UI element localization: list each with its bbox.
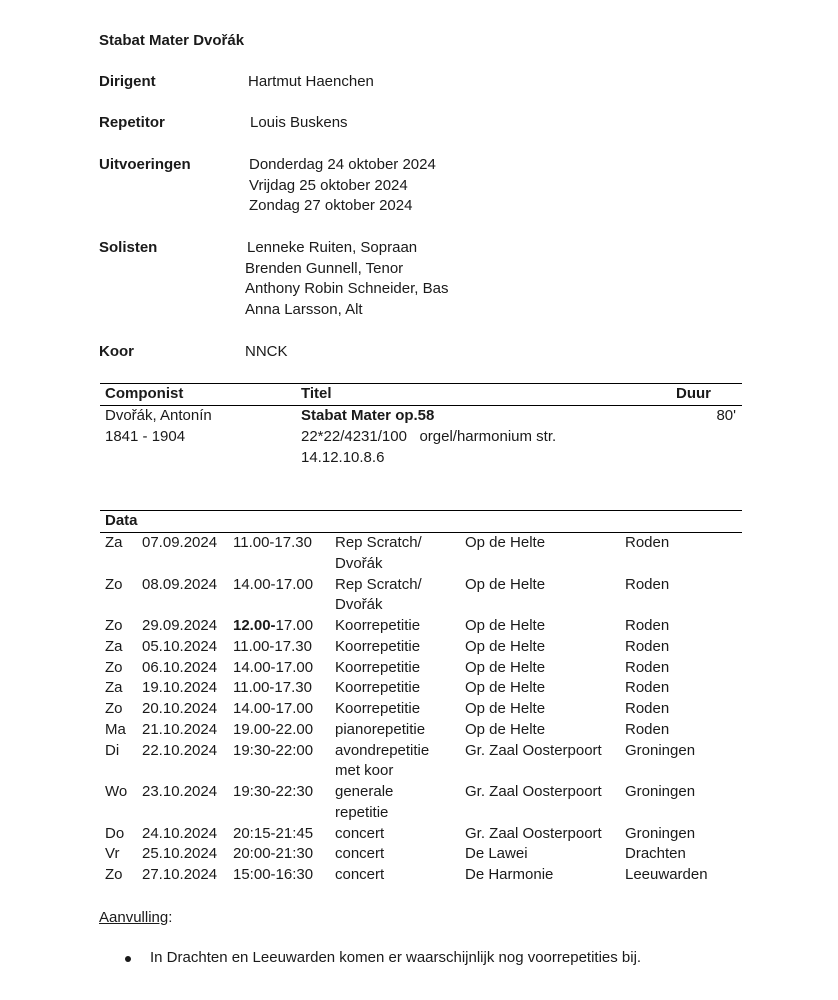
schedule-row [0, 782, 838, 821]
value-dirigent: Hartmut Haenchen [248, 73, 374, 90]
row-day: Za [105, 679, 123, 697]
work-scoring: 22*22/4231/100 orgel/harmonium str. [301, 428, 557, 445]
row-time [233, 533, 312, 554]
row-time-range: 20:15-21:45 [233, 824, 314, 842]
row-activity-line: met koor [335, 762, 394, 780]
row-day: Zo [105, 866, 123, 883]
value-koor: NNCK [245, 343, 288, 360]
row-date: 29.09.2024 [142, 617, 218, 634]
schedule-row [0, 741, 838, 780]
row-date: 22.10.2024 [142, 741, 218, 759]
row-city: Roden [625, 617, 670, 634]
row-time [233, 824, 313, 845]
row-day: Ma [105, 720, 126, 738]
row-activity-line: concert [335, 824, 385, 842]
row-activity-line: Koorrepetitie [335, 617, 421, 634]
row-time [233, 844, 313, 865]
row-venue: De Lawei [465, 845, 528, 863]
schedule-row [0, 678, 838, 699]
row-activity-line: Dvořák [335, 596, 383, 614]
row-date: 20.10.2024 [142, 700, 218, 717]
row-venue: Op de Helte [465, 679, 546, 697]
row-time-range: 11.00-17.30 [233, 679, 312, 697]
row-city: Leeuwarden [625, 866, 708, 883]
row-date: 08.09.2024 [142, 575, 218, 593]
repertoire-table-top-rule [100, 383, 742, 384]
schedule-row [0, 844, 838, 865]
header-composer: Componist [105, 385, 184, 402]
row-time-range: 17.00 [275, 617, 314, 634]
row-time-range: 14.00-17.00 [233, 700, 314, 717]
row-city: Roden [625, 534, 670, 551]
row-time [233, 865, 313, 886]
row-time [233, 741, 313, 762]
label-dirigent: Dirigent [99, 73, 156, 90]
row-time [233, 575, 313, 596]
row-city: Groningen [625, 783, 696, 800]
row-activity-line: Koorrepetitie [335, 637, 421, 655]
value-performance-2: Vrijdag 25 oktober 2024 [249, 177, 408, 194]
row-date: 21.10.2024 [142, 720, 218, 738]
row-venue: Gr. Zaal Oosterpoort [465, 741, 602, 759]
row-day: Zo [105, 617, 123, 634]
row-activity-line: Rep Scratch/ [335, 575, 422, 593]
row-venue: Op de Helte [465, 720, 546, 738]
row-time-range: 11.00-17.30 [233, 637, 312, 655]
row-date: 23.10.2024 [142, 783, 218, 800]
row-time [233, 720, 313, 741]
label-koor: Koor [99, 343, 134, 360]
row-day: Zo [105, 658, 123, 676]
row-date: 27.10.2024 [142, 866, 218, 883]
row-city: Roden [625, 658, 670, 676]
row-day: Vr [105, 845, 120, 863]
schedule-header: Data [105, 512, 138, 529]
row-activity-line: repetitie [335, 803, 389, 821]
row-time-range: 14.00-17.00 [233, 658, 314, 676]
row-time [233, 782, 313, 803]
row-time [233, 658, 313, 679]
row-city: Roden [625, 575, 670, 593]
value-performance-1: Donderdag 24 oktober 2024 [249, 156, 436, 173]
row-venue: Op de Helte [465, 658, 546, 676]
value-repetitor: Louis Buskens [250, 114, 348, 131]
row-venue: Op de Helte [465, 575, 546, 593]
row-time-range: 19.00-22.00 [233, 720, 314, 738]
row-venue: De Harmonie [465, 866, 554, 883]
row-activity-line: generale [335, 783, 394, 800]
row-activity-line: concert [335, 845, 385, 863]
row-time-range: 15:00-16:30 [233, 866, 314, 883]
row-time-range: 20:00-21:30 [233, 845, 314, 863]
work-duration: 80' [716, 407, 736, 424]
row-time-range: 19:30-22:30 [233, 783, 314, 800]
row-date: 19.10.2024 [142, 679, 218, 697]
row-time-range: 11.00-17.30 [233, 534, 312, 551]
row-day: Zo [105, 700, 123, 717]
row-date: 05.10.2024 [142, 637, 218, 655]
row-venue: Op de Helte [465, 534, 546, 551]
value-soloist-1: Lenneke Ruiten, Sopraan [247, 239, 418, 256]
schedule-row [0, 616, 838, 637]
composer-name: Dvořák, Antonín [105, 407, 212, 424]
schedule-row [0, 699, 838, 720]
row-venue: Gr. Zaal Oosterpoort [465, 824, 602, 842]
value-performance-3: Zondag 27 oktober 2024 [249, 197, 413, 214]
row-activity-line: Rep Scratch/ [335, 534, 422, 551]
label-repetitor: Repetitor [99, 114, 165, 131]
schedule-row [0, 720, 838, 741]
label-uitvoeringen: Uitvoeringen [99, 156, 191, 173]
row-activity-line: Koorrepetitie [335, 658, 421, 676]
notes-title-colon: : [168, 909, 173, 926]
row-activity-line: pianorepetitie [335, 720, 426, 738]
schedule-row [0, 658, 838, 679]
row-city: Roden [625, 720, 670, 738]
row-activity-line: Koorrepetitie [335, 700, 421, 717]
row-time [233, 678, 312, 699]
row-date: 07.09.2024 [142, 534, 218, 551]
row-venue: Op de Helte [465, 617, 546, 634]
schedule-row [0, 824, 838, 845]
schedule-row [0, 533, 838, 572]
note-bullet-text: In Drachten en Leeuwarden komen er waarschijnlijk nog voorrepetities bij. [150, 949, 642, 966]
header-title: Titel [301, 385, 332, 402]
row-day: Za [105, 534, 123, 551]
row-activity-line: avondrepetitie [335, 741, 430, 759]
row-venue: Op de Helte [465, 637, 546, 655]
work-strings: 14.12.10.8.6 [301, 449, 385, 466]
row-day: Za [105, 637, 123, 655]
row-city: Groningen [625, 741, 696, 759]
row-city: Roden [625, 637, 670, 655]
row-day: Wo [105, 783, 128, 800]
row-venue: Op de Helte [465, 700, 546, 717]
schedule-row [0, 575, 838, 614]
row-time [233, 616, 313, 637]
schedule-row [0, 637, 838, 658]
row-day: Di [105, 741, 120, 759]
row-city: Roden [625, 679, 670, 697]
row-time [233, 699, 313, 720]
value-soloist-2: Brenden Gunnell, Tenor [245, 260, 404, 277]
row-time-start-bold: 12.00- [233, 617, 276, 634]
document-title: Stabat Mater Dvořák [99, 32, 245, 49]
row-city: Drachten [625, 845, 686, 863]
value-soloist-4: Anna Larsson, Alt [245, 301, 363, 318]
bullet-icon [125, 956, 131, 962]
row-city: Roden [625, 700, 670, 717]
notes-title: Aanvulling [99, 909, 169, 926]
row-time [233, 637, 312, 658]
schedule-row [0, 865, 838, 886]
work-title: Stabat Mater op.58 [301, 407, 435, 424]
row-date: 06.10.2024 [142, 658, 218, 676]
row-city: Groningen [625, 824, 696, 842]
label-solisten: Solisten [99, 239, 158, 256]
value-soloist-3: Anthony Robin Schneider, Bas [245, 280, 449, 297]
schedule-table-top-rule [100, 510, 742, 511]
row-activity-line: Koorrepetitie [335, 679, 421, 697]
row-time-range: 14.00-17.00 [233, 575, 314, 593]
row-activity-line: concert [335, 866, 385, 883]
row-day: Zo [105, 575, 123, 593]
row-day: Do [105, 824, 125, 842]
header-duration: Duur [676, 385, 711, 402]
row-activity-line: Dvořák [335, 554, 383, 572]
row-time-range: 19:30-22:00 [233, 741, 314, 759]
notes-heading [99, 908, 172, 929]
composer-years: 1841 - 1904 [105, 428, 186, 445]
row-date: 24.10.2024 [142, 824, 218, 842]
row-venue: Gr. Zaal Oosterpoort [465, 783, 602, 800]
row-date: 25.10.2024 [142, 845, 218, 863]
